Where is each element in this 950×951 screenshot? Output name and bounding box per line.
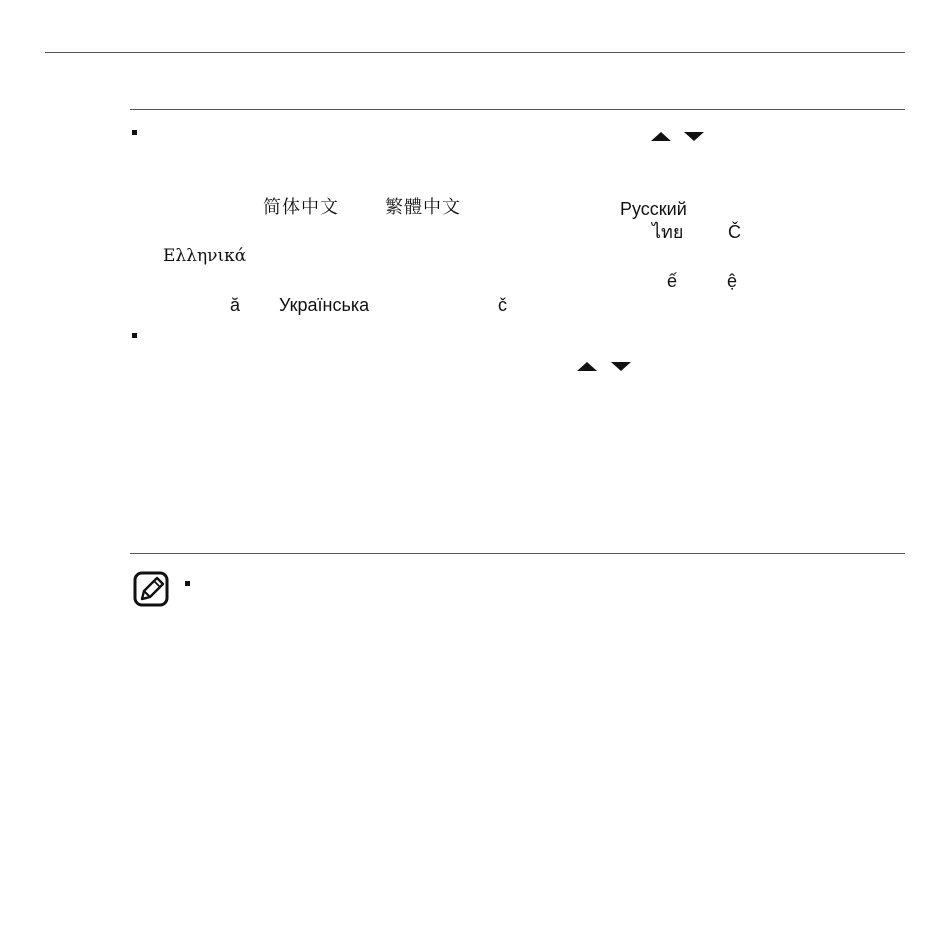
pencil-note-icon [133, 571, 169, 607]
language-russian: Русский [620, 199, 687, 219]
language-czech-small-letter: č [498, 295, 507, 315]
square-bullet-icon [132, 130, 137, 135]
page-top-rule [45, 52, 905, 53]
language-czech-letter: Č [728, 222, 741, 242]
language-ukrainian: Українська [279, 295, 370, 315]
down-triangle-icon [684, 132, 704, 141]
up-triangle-icon [577, 362, 597, 371]
section-rule-language [130, 109, 905, 110]
language-greek: Ελληνικά [163, 246, 247, 266]
square-bullet-icon [185, 581, 190, 586]
language-simplified-chinese: 简体中文 [263, 197, 339, 218]
language-vietnamese-letter-2: ệ [727, 271, 738, 291]
language-romanian-letter: ă [230, 295, 241, 315]
language-traditional-chinese: 繁體中文 [385, 197, 461, 218]
language-thai: ไทย [652, 222, 684, 242]
square-bullet-icon [132, 333, 137, 338]
section-rule-note [130, 553, 905, 554]
language-vietnamese-letter-1: ế [667, 271, 678, 291]
down-triangle-icon [611, 362, 631, 371]
up-triangle-icon [651, 132, 671, 141]
